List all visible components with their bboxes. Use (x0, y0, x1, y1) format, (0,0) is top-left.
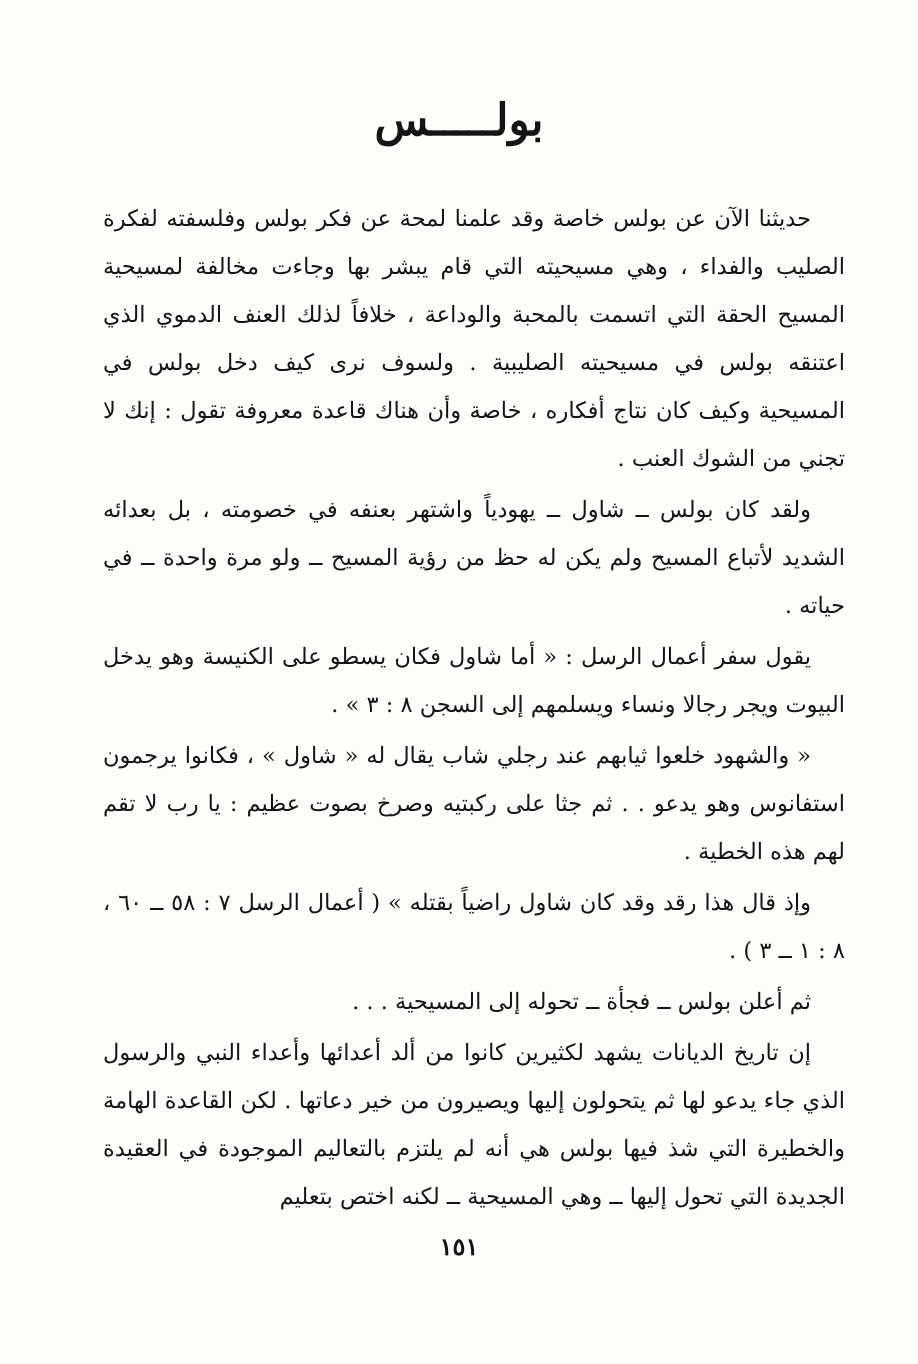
paragraph-1: حديثنا الآن عن بولس خاصة وقد علمنا لمحة عن فكر بولس وفلسفته لفكرة الصليب والفداء ، وهي مسيحيته التي قام يبشر بها وجاءت مخالفة لمسيحية المسيح الحقة التي اتسمت بالمحبة والوداعة ، خلافاً لذلك العنف الدموي الذي اعتنقه بولس في مسيحيته الصليبية . ولسوف نرى كيف دخل بولس في المسيحية وكيف كان نتاج أفكاره ، خاصة وأن هناك قاعدة معروفة تقول : إنك لا تجني من الشوك العنب . (103, 206, 845, 472)
chapter-title: بولـــــس (374, 95, 544, 146)
paragraph-4: « والشهود خلعوا ثيابهم عند رجلي شاب يقال له « شاول » ، فكانوا يرجمون استفانوس وهو يدعو . . ثم جثا على ركبتيه وصرخ بصوت عظيم : يا رب لا تقم لهم هذه الخطية . (103, 743, 845, 865)
page-number: ١٥١ (439, 1232, 479, 1261)
paragraph-5: وإذ قال هذا رقد وقد كان شاول راضياً بقتله » ( أعمال الرسل ٧ : ٥٨ ــ ٦٠ ، ٨ : ١ ــ ٣ ) . (103, 890, 845, 964)
paragraph-2: ولقد كان بولس ــ شاول ــ يهودياً واشتهر بعنفه في خصومته ، بل بعدائه الشديد لأتباع المسيح ولم يكن له حظ من رؤية المسيح ــ ولو مرة واحدة ــ في حياته . (103, 497, 845, 619)
body-text (103, 195, 845, 1224)
paragraph-7: إن تاريخ الديانات يشهد لكثيرين كانوا من ألد أعدائها وأعداء النبي والرسول الذي جاء يدعو لها ثم يتحولون إليها ويصيرون من خير دعاتها . لكن القاعدة الهامة والخطيرة التي شذ فيها بولس هي أنه لم يلتزم بالتعاليم الموجودة في العقيدة الجديدة التي تحول إليها ــ وهي المسيحية ــ لكنه اختص بتعليم (103, 1040, 845, 1210)
paragraph-3: يقول سفر أعمال الرسل : « أما شاول فكان يسطو على الكنيسة وهو يدخل البيوت ويجر رجالا ونساء ويسلمهم إلى السجن ٨ : ٣ » . (103, 644, 845, 718)
paragraph-6: ثم أعلن بولس ــ فجأة ــ تحوله إلى المسيحية . . . (352, 989, 811, 1015)
